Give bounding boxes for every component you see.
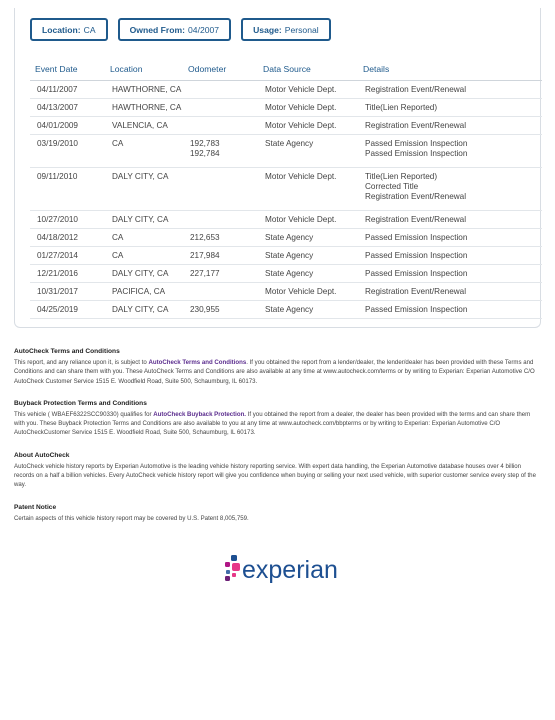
cell-line: Motor Vehicle Dept. — [265, 286, 337, 296]
cell-line: 12/21/2016 — [37, 268, 78, 278]
cell-line: 09/11/2010 — [37, 171, 78, 181]
cell-line: 227,177 — [190, 268, 220, 278]
cell-location — [105, 228, 183, 246]
cell-line: DALY CITY, CA — [112, 214, 169, 224]
cell-data-source — [258, 228, 358, 246]
cell-line: 04/01/2009 — [37, 120, 78, 130]
buyback-pre: This vehicle ( WBAEF6322SCC90330) qualifies for — [14, 410, 154, 418]
table-row — [30, 98, 542, 116]
cell-line: State Agency — [265, 250, 314, 260]
cell-location — [105, 167, 183, 210]
cell-event-date — [30, 300, 105, 318]
cell-details — [358, 98, 542, 116]
cell-line: Motor Vehicle Dept. — [265, 102, 337, 112]
terms-link[interactable]: AutoCheck Terms and Conditions — [148, 359, 247, 366]
cell-odometer — [183, 264, 258, 282]
cell-event-date — [30, 228, 105, 246]
cell-location — [105, 246, 183, 264]
buyback-title: Buyback Protection Terms and Conditions — [14, 399, 147, 407]
cell-line: Passed Emission Inspection — [365, 232, 468, 242]
cell-line: Passed Emission Inspection — [365, 304, 468, 314]
cell-event-date — [30, 264, 105, 282]
cell-line: Motor Vehicle Dept. — [265, 120, 337, 130]
cell-event-date — [30, 246, 105, 264]
cell-line: DALY CITY, CA — [112, 268, 169, 278]
cell-line: Motor Vehicle Dept. — [265, 214, 337, 224]
filter-chip-location[interactable] — [30, 18, 108, 41]
chip-label: Usage: — [253, 24, 282, 35]
logo-dot — [232, 573, 236, 577]
cell-line: Title(Lien Reported) — [365, 102, 438, 112]
cell-event-date — [30, 282, 105, 300]
cell-line: 04/13/2007 — [37, 102, 78, 112]
logo-dot — [231, 555, 237, 561]
column-header-details: Details — [358, 58, 542, 80]
cell-details — [358, 246, 542, 264]
table-header-row — [30, 58, 542, 80]
logo-dot — [225, 562, 230, 567]
cell-event-date — [30, 116, 105, 134]
terms-section — [14, 348, 542, 386]
cell-details — [358, 167, 542, 210]
cell-location — [105, 264, 183, 282]
cell-location — [105, 134, 183, 167]
cell-line: Passed Emission Inspection — [365, 268, 468, 278]
cell-event-date — [30, 98, 105, 116]
cell-event-date — [30, 210, 105, 228]
table-row — [30, 80, 542, 98]
patent-title: Patent Notice — [14, 503, 57, 511]
chip-value: CA — [83, 24, 96, 35]
cell-line: 01/27/2014 — [37, 250, 78, 260]
cell-line: Registration Event/Renewal — [365, 84, 467, 94]
patent-text: Certain aspects of this vehicle history report may be covered by U.S. Patent 8,005,759. — [14, 514, 249, 522]
cell-data-source — [258, 300, 358, 318]
cell-odometer — [183, 246, 258, 264]
cell-line: Corrected Title — [365, 181, 419, 191]
table-row — [30, 134, 542, 167]
logo-wordmark: experian — [242, 556, 338, 584]
cell-line: Registration Event/Renewal — [365, 286, 467, 296]
cell-odometer — [183, 134, 258, 167]
table-row — [30, 167, 542, 210]
cell-location — [105, 300, 183, 318]
cell-line: PACIFICA, CA — [112, 286, 166, 296]
cell-line: Passed Emission Inspection — [365, 250, 468, 260]
cell-line: Title(Lien Reported) — [365, 171, 438, 181]
cell-line: 04/18/2012 — [37, 232, 78, 242]
cell-line: 10/27/2010 — [37, 214, 78, 224]
cell-line: 192,784 — [190, 148, 220, 158]
table-row — [30, 264, 542, 282]
logo-dot — [226, 570, 230, 574]
cell-odometer — [183, 98, 258, 116]
cell-line: DALY CITY, CA — [112, 171, 169, 181]
cell-line: HAWTHORNE, CA — [112, 102, 182, 112]
cell-line: 230,955 — [190, 304, 220, 314]
logo-dot — [232, 563, 240, 571]
cell-line: HAWTHORNE, CA — [112, 84, 182, 94]
cell-details — [358, 228, 542, 246]
cell-data-source — [258, 116, 358, 134]
buyback-link[interactable]: AutoCheck Buyback Protection. — [153, 410, 246, 418]
cell-location — [105, 210, 183, 228]
terms-text — [14, 358, 542, 386]
cell-line: 04/25/2019 — [37, 304, 78, 314]
cell-event-date — [30, 134, 105, 167]
cell-odometer — [183, 300, 258, 318]
terms-post: . If you obtained the report from a lender/dealer, the lender/dealer has been provided with these Terms and Conditions and can share them with you. These AutoCheck Terms and Conditions are also available at any time at www.autocheck.com/terms or by writing to Experian: Experian Automotive C/O AutoCheck Customer Service 1515 E. Woodfield Road, Suite 500, Schaumburg, IL 60173. — [14, 359, 535, 385]
terms-title: AutoCheck Terms and Conditions — [14, 348, 120, 355]
cell-odometer — [183, 282, 258, 300]
cell-line: State Agency — [265, 232, 314, 242]
cell-data-source — [258, 210, 358, 228]
cell-details — [358, 300, 542, 318]
cell-line: 03/19/2010 — [37, 138, 78, 148]
about-text: AutoCheck vehicle history reports by Experian Automotive is the leading vehicle history reporting service. With expert data handling, the Experian Automotive database houses over 4 billion records on a half a billion vehicles. Every AutoCheck vehicle history report will give you confidence when buying or selling your next used vehicle, with superior customer service every step of the way. — [14, 462, 536, 489]
logo-dot — [225, 576, 230, 581]
buyback-text — [14, 410, 542, 438]
cell-details — [358, 282, 542, 300]
cell-data-source — [258, 264, 358, 282]
cell-details — [358, 134, 542, 167]
table-row — [30, 300, 542, 318]
cell-line: 04/11/2007 — [37, 84, 78, 94]
column-header-location: Location — [105, 58, 183, 80]
vehicle-history-card — [14, 8, 541, 328]
cell-odometer — [183, 116, 258, 134]
history-table — [30, 58, 542, 319]
about-section — [14, 452, 542, 490]
filter-chip-owned-from[interactable] — [118, 18, 231, 41]
cell-data-source — [258, 246, 358, 264]
filter-chips — [30, 18, 331, 41]
buyback-post: If you obtained the report from a dealer, the dealer has been provided with the terms and can share them with you. These Buyback Protection Terms and Conditions are also available to you at any time at www.autocheck.com/bbpterms or by writing to Experian: Experian Automotive C/O AutoCheckCustomer Service 1515 E. Woodfield Road, Suite 500, Schaumburg, IL 60173. — [14, 410, 531, 437]
cell-line: State Agency — [265, 138, 314, 148]
table-row — [30, 210, 542, 228]
cell-location — [105, 80, 183, 98]
column-header-odometer: Odometer — [183, 58, 258, 80]
terms-pre: This report, and any reliance upon it, is subject to — [14, 359, 149, 366]
cell-line: CA — [112, 250, 124, 260]
cell-location — [105, 116, 183, 134]
cell-line: 192,783 — [190, 138, 220, 148]
cell-line: 217,984 — [190, 250, 220, 260]
cell-details — [358, 116, 542, 134]
column-header-data-source: Data Source — [258, 58, 358, 80]
buyback-section — [14, 400, 542, 438]
cell-odometer — [183, 210, 258, 228]
about-title: About AutoCheck — [14, 451, 70, 459]
cell-line: VALENCIA, CA — [112, 120, 168, 130]
chip-value: Personal — [284, 24, 319, 35]
table-row — [30, 116, 542, 134]
table-row — [30, 228, 542, 246]
cell-line: CA — [112, 138, 124, 148]
cell-odometer — [183, 228, 258, 246]
cell-line: Passed Emission Inspection — [365, 138, 468, 148]
cell-odometer — [183, 80, 258, 98]
cell-data-source — [258, 80, 358, 98]
cell-data-source — [258, 98, 358, 116]
cell-line: Passed Emission Inspection — [365, 148, 468, 158]
cell-details — [358, 80, 542, 98]
cell-line: Registration Event/Renewal — [365, 191, 467, 201]
table-row — [30, 246, 542, 264]
cell-odometer — [183, 167, 258, 210]
column-header-event-date: Event Date — [30, 58, 105, 80]
legal-notices — [14, 348, 542, 537]
cell-event-date — [30, 167, 105, 210]
cell-data-source — [258, 134, 358, 167]
cell-event-date — [30, 80, 105, 98]
cell-line: Motor Vehicle Dept. — [265, 84, 337, 94]
chip-label: Location: — [42, 24, 81, 35]
cell-line: Motor Vehicle Dept. — [265, 171, 337, 181]
cell-line: 212,653 — [190, 232, 220, 242]
cell-details — [358, 264, 542, 282]
cell-line: 10/31/2017 — [37, 286, 78, 296]
patent-section — [14, 504, 542, 523]
table-row — [30, 282, 542, 300]
cell-location — [105, 98, 183, 116]
cell-line: DALY CITY, CA — [112, 304, 169, 314]
cell-details — [358, 210, 542, 228]
cell-line: State Agency — [265, 268, 314, 278]
cell-line: CA — [112, 232, 124, 242]
cell-data-source — [258, 282, 358, 300]
cell-location — [105, 282, 183, 300]
chip-label: Owned From: — [129, 24, 186, 35]
cell-line: Registration Event/Renewal — [365, 120, 467, 130]
cell-line: Registration Event/Renewal — [365, 214, 467, 224]
cell-line: State Agency — [265, 304, 314, 314]
cell-data-source — [258, 167, 358, 210]
filter-chip-usage[interactable] — [241, 18, 331, 41]
experian-logo — [222, 549, 340, 591]
chip-value: 04/2007 — [188, 24, 220, 35]
